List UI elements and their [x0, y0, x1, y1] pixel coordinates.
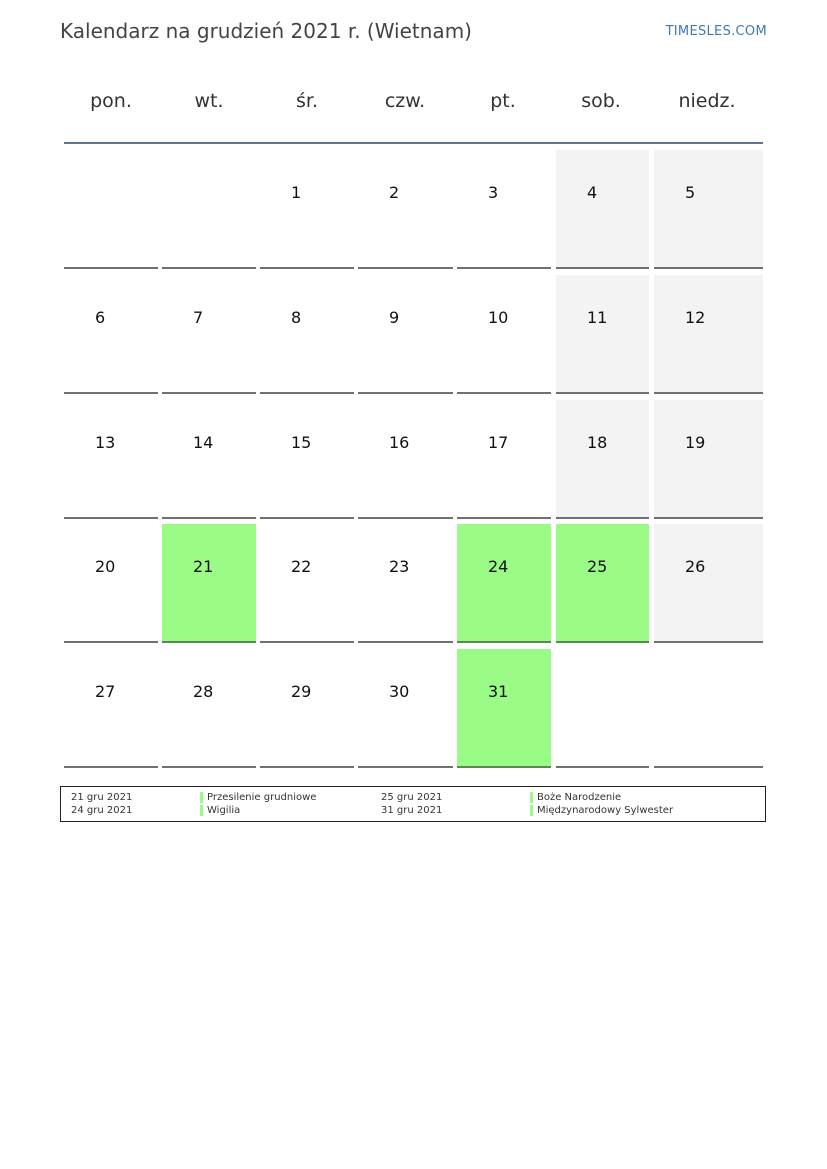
- day-cell: [654, 524, 763, 643]
- day-number: 2: [389, 183, 400, 202]
- day-cell: [556, 524, 649, 643]
- day-cell: [556, 400, 649, 519]
- day-cell: [162, 275, 256, 394]
- day-cell: [64, 275, 158, 394]
- day-number: 4: [587, 183, 598, 202]
- legend-holiday-name: Międzynarodowy Sylwester: [537, 805, 674, 816]
- day-number: 19: [685, 433, 706, 452]
- day-cell: [457, 524, 551, 643]
- weekday-monday: pon.: [90, 90, 132, 112]
- day-cell: [260, 524, 354, 643]
- day-number: 9: [389, 308, 400, 327]
- day-cell: [358, 275, 453, 394]
- day-number: 11: [587, 308, 608, 327]
- day-cell: [260, 400, 354, 519]
- weekday-friday: pt.: [490, 90, 516, 112]
- day-cell: [260, 150, 354, 269]
- site-link[interactable]: TIMESLES.COM: [665, 24, 767, 39]
- day-cell: [654, 400, 763, 519]
- legend-date: 25 gru 2021: [381, 792, 443, 803]
- empty-day-cell: [162, 150, 256, 269]
- header-divider: [64, 142, 763, 144]
- day-cell: [457, 400, 551, 519]
- day-number: 1: [291, 183, 302, 202]
- day-number: 15: [291, 433, 312, 452]
- day-number: 10: [488, 308, 509, 327]
- day-number: 22: [291, 557, 312, 576]
- weekday-header: [62, 90, 764, 120]
- day-cell: [556, 275, 649, 394]
- weekday-saturday: sob.: [581, 90, 621, 112]
- day-number: 3: [488, 183, 499, 202]
- day-cell: [358, 649, 453, 768]
- empty-day-cell: [64, 150, 158, 269]
- day-number: 5: [685, 183, 696, 202]
- day-cell: [162, 649, 256, 768]
- day-number: 18: [587, 433, 608, 452]
- day-number: 6: [95, 308, 106, 327]
- day-number: 14: [193, 433, 214, 452]
- day-number: 26: [685, 557, 706, 576]
- day-cell: [457, 649, 551, 768]
- legend-holiday-name: Przesilenie grudniowe: [207, 792, 317, 803]
- day-number: 24: [488, 557, 509, 576]
- day-number: 12: [685, 308, 706, 327]
- day-cell: [358, 150, 453, 269]
- day-cell: [457, 150, 551, 269]
- day-number: 7: [193, 308, 204, 327]
- day-number: 21: [193, 557, 214, 576]
- day-number: 13: [95, 433, 116, 452]
- day-cell: [358, 400, 453, 519]
- day-cell: [260, 275, 354, 394]
- empty-day-cell: [556, 649, 649, 768]
- day-cell: [556, 150, 649, 269]
- weekday-tuesday: wt.: [194, 90, 224, 112]
- day-number: 17: [488, 433, 509, 452]
- day-number: 28: [193, 682, 214, 701]
- legend-date: 21 gru 2021: [71, 792, 133, 803]
- day-number: 8: [291, 308, 302, 327]
- day-cell: [162, 524, 256, 643]
- day-cell: [64, 649, 158, 768]
- day-cell: [457, 275, 551, 394]
- day-cell: [64, 400, 158, 519]
- page-title: Kalendarz na grudzień 2021 r. (Wietnam): [60, 19, 472, 43]
- weekday-thursday: czw.: [384, 90, 426, 112]
- day-number: 23: [389, 557, 410, 576]
- day-number: 25: [587, 557, 608, 576]
- day-number: 20: [95, 557, 116, 576]
- day-cell: [162, 400, 256, 519]
- day-cell: [654, 150, 763, 269]
- day-number: 30: [389, 682, 410, 701]
- day-cell: [260, 649, 354, 768]
- day-number: 29: [291, 682, 312, 701]
- empty-day-cell: [654, 649, 763, 768]
- day-number: 31: [488, 682, 509, 701]
- day-number: 27: [95, 682, 116, 701]
- weekday-sunday: niedz.: [678, 90, 736, 112]
- legend-date: 24 gru 2021: [71, 805, 133, 816]
- day-number: 16: [389, 433, 410, 452]
- weekday-wednesday: śr.: [295, 90, 318, 112]
- legend-holiday-name: Wigilia: [207, 805, 241, 816]
- legend-date: 31 gru 2021: [381, 805, 443, 816]
- legend-holiday-name: Boże Narodzenie: [537, 792, 622, 803]
- holiday-legend: [60, 786, 766, 822]
- day-cell: [358, 524, 453, 643]
- day-cell: [654, 275, 763, 394]
- day-cell: [64, 524, 158, 643]
